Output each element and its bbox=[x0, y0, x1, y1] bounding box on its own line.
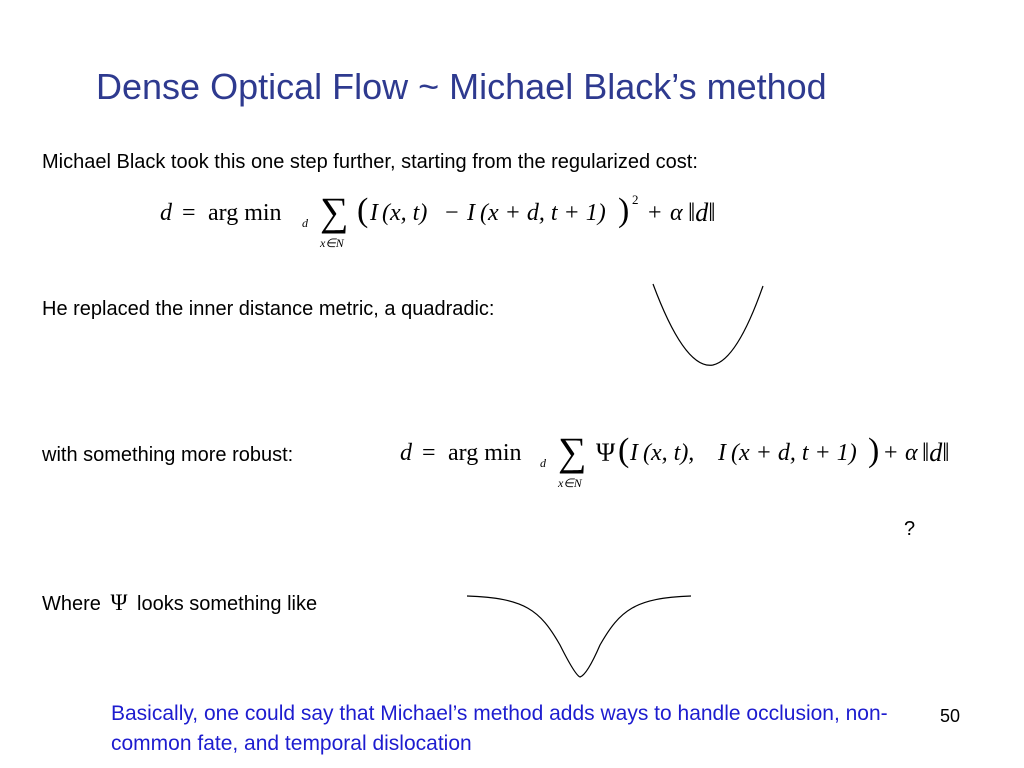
eq1-sum-range: x∈N bbox=[320, 236, 344, 250]
eq1-args1: (x, t) bbox=[382, 200, 428, 226]
where-text bbox=[42, 590, 317, 616]
eq2-sigma: ∑ bbox=[558, 429, 587, 474]
eq2-I2: I bbox=[718, 440, 726, 466]
equation-regularized-cost bbox=[160, 190, 760, 260]
intro-text: Michael Black took this one step further, starting from the regularized cost: bbox=[42, 151, 698, 173]
where-suffix: looks something like bbox=[137, 593, 318, 615]
eq2-d: d bbox=[400, 440, 412, 466]
eq1-left-paren: ( bbox=[357, 192, 369, 229]
eq2-right-paren: ) bbox=[868, 432, 880, 469]
eq2-I1: I bbox=[630, 440, 638, 466]
eq1-square: 2 bbox=[632, 192, 639, 207]
eq2-argmin: arg min bbox=[448, 440, 522, 466]
equation-robust-cost bbox=[400, 430, 980, 500]
eq1-minus: − bbox=[445, 200, 459, 226]
eq1-plus: + bbox=[648, 200, 662, 226]
eq2-equals: = bbox=[422, 440, 436, 466]
eq1-sigma: ∑ bbox=[320, 189, 349, 234]
question-mark: ? bbox=[904, 518, 916, 540]
eq2-args1: (x, t), bbox=[643, 440, 695, 466]
eq1-args2: (x + d, t + 1) bbox=[480, 200, 606, 226]
eq2-psi: Ψ bbox=[596, 438, 616, 467]
robust-curve bbox=[465, 590, 695, 685]
eq1-argmin-subscript: d bbox=[302, 216, 308, 230]
eq2-left-paren: ( bbox=[618, 432, 630, 469]
eq1-equals: = bbox=[182, 200, 196, 226]
eq1-I1: I bbox=[370, 200, 378, 226]
eq2-argmin-subscript: d bbox=[540, 456, 546, 470]
eq1-right-paren: ) bbox=[618, 192, 630, 229]
page-number: 50 bbox=[940, 706, 961, 726]
footer-summary: Basically, one could say that Michael’s method adds ways to handle occlusion, non-common fate, and temporal dislocation bbox=[111, 702, 888, 755]
where-prefix: Where bbox=[42, 593, 101, 615]
eq2-norm: ‖d‖ bbox=[922, 438, 950, 467]
eq1-norm: ‖d‖ bbox=[688, 198, 716, 227]
quadratic-curve bbox=[645, 280, 775, 370]
quadratic-text: He replaced the inner distance metric, a quadradic: bbox=[42, 298, 495, 320]
psi-symbol: Ψ bbox=[110, 590, 128, 615]
eq2-plus: + bbox=[884, 440, 898, 466]
eq2-args2: (x + d, t + 1) bbox=[731, 440, 857, 466]
eq1-argmin: arg min bbox=[208, 200, 282, 226]
eq2-sum-range: x∈N bbox=[558, 476, 582, 490]
eq1-I2: I bbox=[467, 200, 475, 226]
eq2-alpha: α bbox=[905, 440, 918, 466]
eq1-d: d bbox=[160, 200, 172, 226]
eq1-alpha: α bbox=[670, 200, 683, 226]
robust-text: with something more robust: bbox=[42, 444, 294, 466]
slide-title: Dense Optical Flow ~ Michael Black’s method bbox=[96, 66, 827, 107]
